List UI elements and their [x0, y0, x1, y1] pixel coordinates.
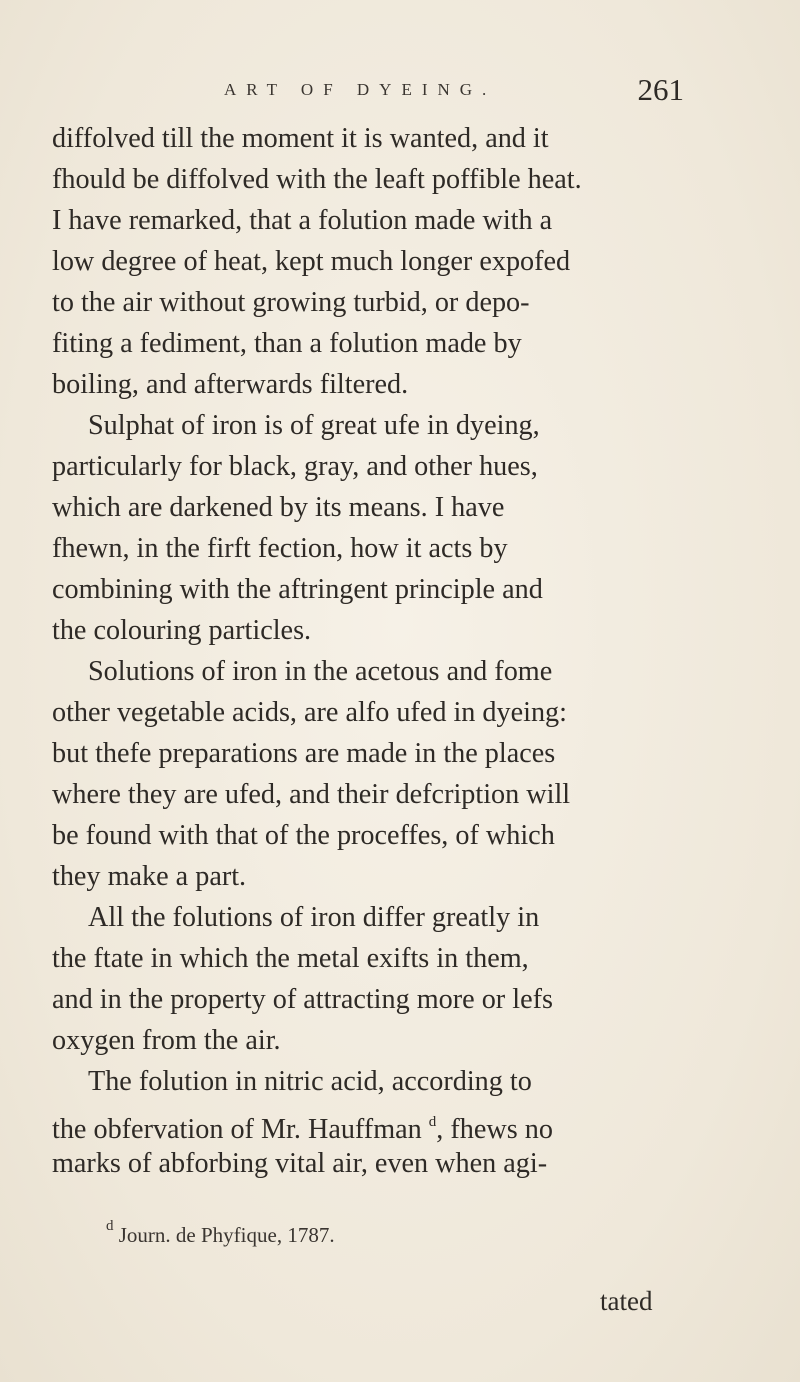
text-line: where they are ufed, and their defcription will	[52, 779, 571, 810]
catchword: tated	[600, 1286, 653, 1316]
text-line: to the air without growing turbid, or depo-	[52, 287, 530, 318]
text-line: they make a part.	[52, 861, 247, 892]
text-line: particularly for black, gray, and other hues,	[52, 451, 538, 482]
footnote-marker: d	[106, 1218, 114, 1234]
paragraph-start-line: Solutions of iron in the acetous and fome	[88, 656, 553, 687]
paragraph-start-line: Sulphat of iron is of great ufe in dyeing,	[88, 410, 540, 441]
text-line: be found with that of the proceffes, of which	[52, 820, 555, 851]
text-segment: the obfervation of Mr. Hauffman	[52, 1114, 422, 1145]
text-line: and in the property of attracting more or lefs	[52, 984, 553, 1015]
running-head: ART OF DYEING.	[224, 80, 497, 99]
text-line: boiling, and afterwards filtered.	[52, 369, 409, 400]
text-line: the colouring particles.	[52, 615, 312, 646]
footnote-text: Journ. de Phyfique, 1787.	[118, 1223, 335, 1247]
text-line: which are darkened by its means. I have	[52, 492, 505, 523]
text-line: low degree of heat, kept much longer expofed	[52, 246, 571, 277]
text-line: combining with the aftringent principle and	[52, 574, 543, 605]
paragraph-start-line: All the folutions of iron differ greatly in	[88, 902, 540, 933]
text-line	[52, 1102, 720, 1143]
text-line: other vegetable acids, are alfo ufed in dyeing:	[52, 697, 567, 728]
text-segment: , fhews no	[436, 1114, 553, 1145]
text-line: I have remarked, that a folution made with a	[52, 205, 553, 236]
text-line: fiting a fediment, than a folution made by	[52, 328, 522, 359]
page-header	[224, 72, 684, 120]
page-number: 261	[637, 72, 684, 107]
text-line: fhould be diffolved with the leaft poffible heat.	[52, 164, 582, 195]
text-line: fhewn, in the firft fection, how it acts by	[52, 533, 508, 564]
text-line: oxygen from the air.	[52, 1025, 281, 1056]
text-line: the ftate in which the metal exifts in them,	[52, 943, 529, 974]
paragraph-start-line: The folution in nitric acid, according to	[88, 1066, 532, 1097]
text-line: but thefe preparations are made in the places	[52, 738, 556, 769]
footnote	[106, 1218, 335, 1248]
text-line: diffolved till the moment it is wanted, and it	[52, 123, 549, 154]
body-text	[52, 118, 720, 1184]
footnote-reference: d	[428, 1114, 437, 1130]
text-line: marks of abforbing vital air, even when agi-	[52, 1148, 548, 1179]
